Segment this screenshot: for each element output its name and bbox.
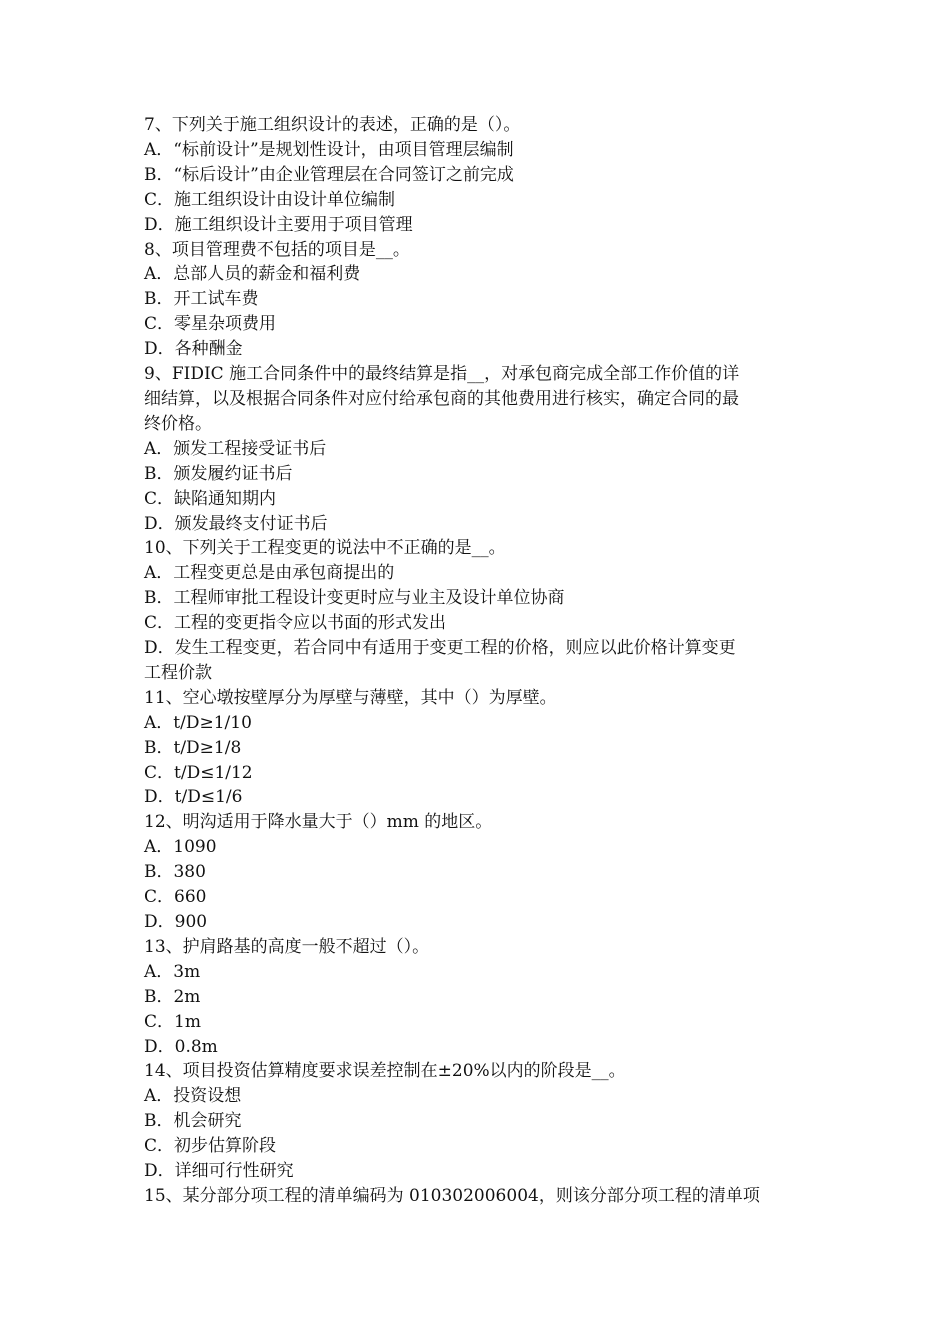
- answer-option: A．投资设想: [144, 1086, 242, 1107]
- answer-option: B．t/D≥1/8: [144, 737, 242, 758]
- question-stem-line: 7、下列关于施工组织设计的表述，正确的是（）。: [144, 115, 521, 135]
- answer-option: A．t/D≥1/10: [144, 712, 252, 733]
- question-stem-line: 10、下列关于工程变更的说法中不正确的是__。: [144, 538, 506, 559]
- question-stem-line: 细结算，以及根据合同条件对应付给承包商的其他费用进行核实，确定合同的最: [144, 388, 739, 409]
- answer-option: C．1m: [144, 1011, 201, 1032]
- answer-option: A．总部人员的薪金和福利费: [144, 264, 361, 285]
- question-block: [144, 536, 814, 685]
- answer-option: C．零星杂项费用: [144, 314, 277, 335]
- answer-option: A．1090: [144, 837, 217, 858]
- question-block: [144, 238, 814, 363]
- answer-option: C．施工组织设计由设计单位编制: [144, 189, 396, 210]
- answer-option: A．“标前设计”是规划性设计，由项目管理层编制: [144, 139, 514, 160]
- answer-option: B．颁发履约证书后: [144, 463, 293, 484]
- answer-option: A．3m: [144, 961, 201, 982]
- answer-option: C．缺陷通知期内: [144, 488, 277, 509]
- question-stem-line: 9、FIDIC 施工合同条件中的最终结算是指__，对承包商完成全部工作价值的详: [144, 364, 740, 385]
- question-stem-line: 13、护肩路基的高度一般不超过（）。: [144, 936, 430, 957]
- answer-option: D．颁发最终支付证书后: [144, 513, 328, 534]
- question-stem-line: 14、项目投资估算精度要求误差控制在±20%以内的阶段是__。: [144, 1061, 626, 1082]
- answer-option: A．工程变更总是由承包商提出的: [144, 563, 395, 584]
- answer-option: C．初步估算阶段: [144, 1136, 277, 1157]
- answer-option: C．t/D≤1/12: [144, 762, 253, 783]
- question-block: [144, 810, 814, 935]
- question-block: [144, 935, 814, 1060]
- answer-option: D．施工组织设计主要用于项目管理: [144, 214, 413, 235]
- answer-option: B．开工试车费: [144, 289, 259, 310]
- question-block: [144, 362, 814, 536]
- answer-option: D．0.8m: [144, 1036, 218, 1057]
- answer-option: 工程价款: [144, 662, 212, 683]
- answer-option: B．“标后设计”由企业管理层在合同签订之前完成: [144, 164, 514, 185]
- answer-option: C．工程的变更指令应以书面的形式发出: [144, 613, 447, 634]
- question-stem-line: 12、明沟适用于降水量大于（）mm 的地区。: [144, 812, 493, 833]
- question-stem-line: 11、空心墩按壁厚分为厚壁与薄壁，其中（）为厚壁。: [144, 687, 557, 708]
- answer-option: A．颁发工程接受证书后: [144, 438, 327, 459]
- question-block: [144, 1184, 814, 1209]
- answer-option: D．t/D≤1/6: [144, 787, 243, 808]
- answer-option: D．发生工程变更，若合同中有适用于变更工程的价格，则应以此价格计算变更: [144, 638, 736, 659]
- answer-option: D．各种酬金: [144, 339, 243, 360]
- document-page: [144, 113, 814, 1209]
- answer-option: C．660: [144, 887, 207, 908]
- answer-option: B．380: [144, 862, 206, 883]
- question-block: [144, 686, 814, 811]
- question-block: [144, 1059, 814, 1184]
- question-block: [144, 113, 814, 238]
- answer-option: D．900: [144, 912, 208, 932]
- answer-option: D．详细可行性研究: [144, 1161, 294, 1182]
- answer-option: B．2m: [144, 986, 201, 1007]
- answer-option: B．机会研究: [144, 1111, 242, 1132]
- question-stem-line: 15、某分部分项工程的清单编码为 010302006004，则该分部分项工程的清单项: [144, 1185, 760, 1206]
- answer-option: B．工程师审批工程设计变更时应与业主及设计单位协商: [144, 588, 565, 609]
- question-stem-line: 8、项目管理费不包括的项目是__。: [144, 239, 410, 260]
- question-stem-line: 终价格。: [144, 413, 212, 434]
